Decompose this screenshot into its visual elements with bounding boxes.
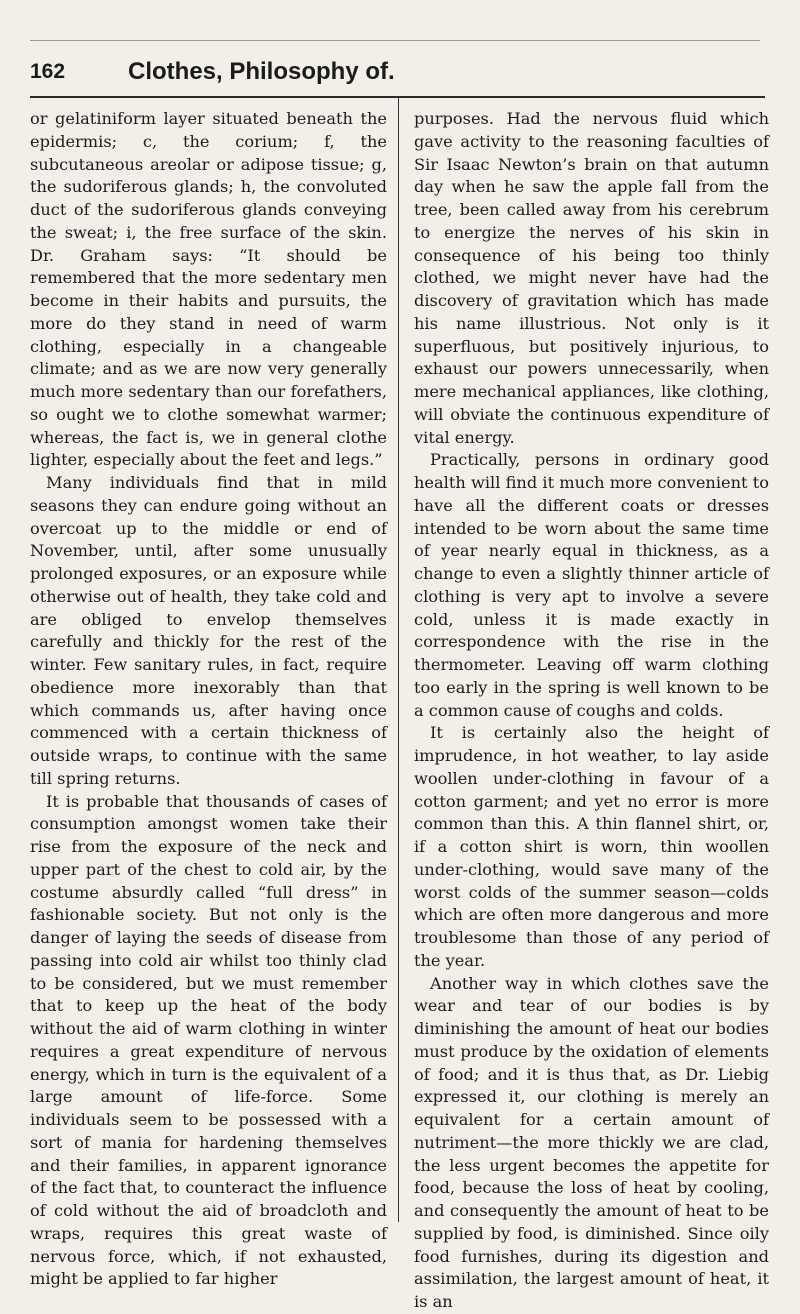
top-rule: [30, 40, 760, 41]
paragraph: purposes. Had the nervous fluid which gave activity to the reasoning faculties of Sir Isaac Newton’s brain on that autumn day when he saw the apple fall from the tree, been called away from his cerebrum to energize the nerves of his skin in consequence of his being too thinly clothed, we might never have had the discovery of gravitation which has made his name illustrious. Not only is it superfluous, but positively injurious, to exhaust our powers unnecessarily, when mere mechanical appliances, like clothing, will obviate the continuous expenditure of vital energy.: [414, 109, 769, 447]
running-head: Clothes, Philosophy of.: [128, 58, 395, 85]
paragraph: It is probable that thousands of cases of consumption amongst women take their rise from the exposure of the neck and upper part of the chest to cold air, by the costume absurdly called “full dress” in fashionable society. But not only is the danger of laying the seeds of disease from passing into cold air whilst too thinly clad to be considered, but we must remember that to keep up the heat of the body without the aid of warm clothing in winter requires a great expenditure of nervous energy, which in turn is the equivalent of a large amount of life-force. Some individuals seem to be possessed with a sort of mania for hardening themselves and their families, in apparent ignorance of the fact that, to counteract the influence of cold without the aid of broadcloth and wraps, requires this great waste of nervous force, which, if not exhausted, might be applied to far higher: [30, 791, 387, 1289]
paragraph: or gelatiniform layer situated beneath the epidermis; c, the corium; f, the subcutaneous areolar or adipose tissue; g, the sudoriferous glands; h, the convoluted duct of the sudoriferous glands conveying the sweat; i, the free surface of the skin. Dr. Graham says: “It should be remembered that the more sedentary men become in their habits and pursuits, the more do they stand in need of warm clothing, especially in a changeable climate; and as we are now very generally much more sedentary than our forefathers, so ought we to clothe somewhat warmer; whereas, the fact is, we in general clothe lighter, especially about the feet and legs.”: [30, 109, 387, 470]
page-header: [30, 58, 765, 90]
page-number: 162: [30, 60, 66, 83]
paragraph: Many individuals find that in mild seasons they can endure going without an overcoat up to the middle or end of November, until, after some unusually prolonged exposures, or an exposure while otherwise out of health, they take cold and are obliged to envelop themselves carefully and thickly for the rest of the winter. Few sanitary rules, in fact, require obedience more inexorably than that which commands us, after having once commenced with a certain thickness of outside wraps, to continue with the same till spring returns.: [30, 473, 387, 788]
paragraph: Another way in which clothes save the wear and tear of our bodies is by diminishing the amount of heat our bodies must produce by the oxidation of elements of food; and it is thus that, as Dr. Liebig expressed it, our clothing is merely an equivalent for a certain amount of nutriment—the more thickly we are clad, the less urgent becomes the appetite for food, because the loss of heat by cooling, and consequently the amount of heat to be supplied by food, is diminished. Since oily food furnishes, during its digestion and assimilation, the largest amount of heat, it is an: [414, 973, 769, 1311]
paragraph: It is certainly also the height of imprudence, in hot weather, to lay aside woollen under-clothing in favour of a cotton garment; and yet no error is more common than this. A thin flannel shirt, or, if a cotton shirt is worn, thin woollen under-clothing, would save many of the worst colds of the summer season—colds which are often more dangerous and more troublesome than those of any period of the year.: [414, 723, 769, 970]
left-column: [30, 108, 387, 1291]
column-divider: [398, 97, 399, 1222]
right-column: [414, 108, 769, 1314]
paragraph: Practically, persons in ordinary good health will find it much more convenient to have all the different coats or dresses intended to be worn about the same time of year nearly equal in thickness, as a change to even a slightly thinner article of clothing is very apt to involve a severe cold, unless it is made exactly in correspondence with the rise in the thermometer. Leaving off warm clothing too early in the spring is well known to be a common cause of coughs and colds.: [414, 450, 769, 720]
